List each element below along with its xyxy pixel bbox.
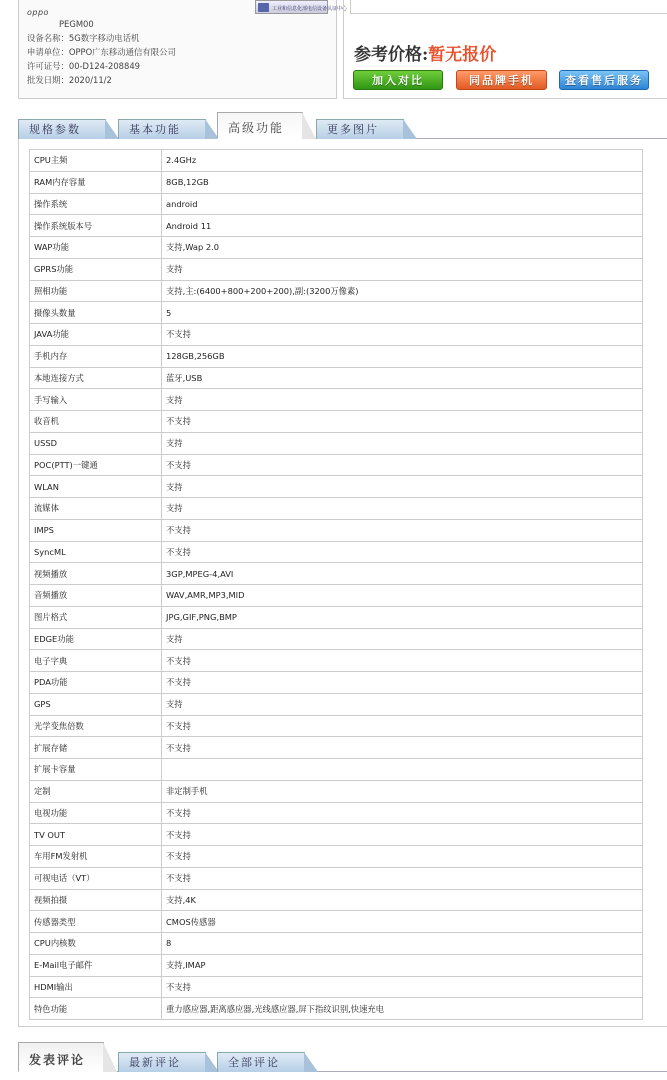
tab-advanced[interactable]: 高级功能: [217, 112, 303, 139]
spec-row: [30, 258, 643, 280]
spec-row: [30, 171, 643, 193]
spec-row: [30, 715, 643, 737]
spec-row: [30, 737, 643, 759]
spec-label: 操作系统版本号: [30, 215, 162, 237]
spec-label: 手写输入: [30, 389, 162, 411]
spec-label: IMPS: [30, 519, 162, 541]
spec-row: [30, 389, 643, 411]
spec-value: CMOS传感器: [162, 911, 643, 933]
spec-label: CPU内核数: [30, 933, 162, 955]
spec-label: 视频拍摄: [30, 889, 162, 911]
device-details: [27, 17, 176, 87]
spec-row: [30, 432, 643, 454]
spec-value: 支持: [162, 498, 643, 520]
spec-table: [29, 149, 643, 1020]
price-value: 暂无报价: [428, 45, 497, 65]
spec-row: [30, 541, 643, 563]
spec-row: [30, 411, 643, 433]
spec-row: [30, 324, 643, 346]
tab-all-comments[interactable]: 全部评论: [217, 1052, 305, 1072]
spec-label: POC(PTT)一键通: [30, 454, 162, 476]
spec-value: 不支持: [162, 824, 643, 846]
spec-value: 不支持: [162, 541, 643, 563]
spec-row: [30, 345, 643, 367]
certificate-image[interactable]: [255, 0, 348, 14]
spec-value: 5: [162, 302, 643, 324]
spec-label: 照相功能: [30, 280, 162, 302]
spec-value: 支持: [162, 389, 643, 411]
spec-row: [30, 150, 643, 172]
spec-row: [30, 302, 643, 324]
spec-label: 光学变焦倍数: [30, 715, 162, 737]
spec-label: GPRS功能: [30, 258, 162, 280]
spec-value: 支持: [162, 628, 643, 650]
spec-row: [30, 193, 643, 215]
spec-tabs: [18, 111, 667, 139]
spec-value: 128GB,256GB: [162, 345, 643, 367]
tab-specs[interactable]: 规格参数: [18, 119, 106, 139]
spec-label: CPU主频: [30, 150, 162, 172]
spec-label: USSD: [30, 432, 162, 454]
spec-value: 8GB,12GB: [162, 171, 643, 193]
spec-label: 定制: [30, 780, 162, 802]
spec-value: 不支持: [162, 976, 643, 998]
spec-value: 不支持: [162, 454, 643, 476]
spec-row: [30, 780, 643, 802]
spec-value: 支持: [162, 432, 643, 454]
spec-row: [30, 606, 643, 628]
device-license: 许可证号：00-D124-208849: [27, 61, 140, 71]
spec-value: 不支持: [162, 519, 643, 541]
spec-row: [30, 911, 643, 933]
spec-value: 不支持: [162, 715, 643, 737]
spec-label: 特色功能: [30, 998, 162, 1020]
spec-label: SyncML: [30, 541, 162, 563]
spec-label: EDGE功能: [30, 628, 162, 650]
spec-panel: [18, 139, 667, 1027]
spec-value: 不支持: [162, 672, 643, 694]
add-compare-button[interactable]: 加入对比: [353, 70, 443, 90]
spec-row: [30, 672, 643, 694]
spec-row: [30, 693, 643, 715]
spec-row: [30, 802, 643, 824]
spec-value: 支持,主:(6400+800+200+200),副:(3200万像素): [162, 280, 643, 302]
spec-label: WAP功能: [30, 237, 162, 259]
spec-label: RAM内存容量: [30, 171, 162, 193]
spec-value: 支持: [162, 693, 643, 715]
spec-label: 车用FM发射机: [30, 846, 162, 868]
spec-value: JPG,GIF,PNG,BMP: [162, 606, 643, 628]
spec-label: TV OUT: [30, 824, 162, 846]
spec-row: [30, 628, 643, 650]
spec-row: [30, 846, 643, 868]
spec-value: android: [162, 193, 643, 215]
spec-row: [30, 933, 643, 955]
spec-label: JAVA功能: [30, 324, 162, 346]
spec-value: 蓝牙,USB: [162, 367, 643, 389]
spec-row: [30, 563, 643, 585]
spec-value: 重力感应器,距离感应器,光线感应器,屏下指纹识别,快速充电: [162, 998, 643, 1020]
spec-value: 2.4GHz: [162, 150, 643, 172]
spec-value: 支持,Wap 2.0: [162, 237, 643, 259]
certificate-caption: 工业和信息化部电信设备认证中心: [272, 6, 348, 12]
spec-label: 本地连接方式: [30, 367, 162, 389]
spec-row: [30, 498, 643, 520]
spec-row: [30, 215, 643, 237]
tab-more-images[interactable]: 更多图片: [316, 119, 404, 139]
device-model: PEGM00: [59, 19, 94, 29]
spec-value: 不支持: [162, 650, 643, 672]
spec-row: [30, 280, 643, 302]
device-date: 批发日期：2020/11/2: [27, 75, 112, 85]
spec-label: HDMI输出: [30, 976, 162, 998]
spec-label: 传感器类型: [30, 911, 162, 933]
spec-value: 不支持: [162, 867, 643, 889]
spec-label: 操作系统: [30, 193, 162, 215]
after-sales-button[interactable]: 查看售后服务: [559, 70, 649, 90]
price-box: [343, 0, 667, 99]
device-name: 设备名称：5G数字移动电话机: [27, 33, 140, 43]
spec-label: 扩展卡容量: [30, 759, 162, 781]
spec-value: WAV,AMR,MP3,MID: [162, 585, 643, 607]
spec-label: 图片格式: [30, 606, 162, 628]
spec-row: [30, 476, 643, 498]
spec-value: 不支持: [162, 737, 643, 759]
spec-label: 音频播放: [30, 585, 162, 607]
spec-value: Android 11: [162, 215, 643, 237]
spec-value: 非定制手机: [162, 780, 643, 802]
spec-row: [30, 867, 643, 889]
device-info-box: [18, 0, 348, 99]
spec-label: PDA功能: [30, 672, 162, 694]
spec-row: [30, 998, 643, 1020]
spec-label: 扩展存储: [30, 737, 162, 759]
spec-row: [30, 367, 643, 389]
device-applicant: 申请单位：OPPO广东移动通信有限公司: [27, 47, 176, 57]
spec-label: 可视电话（VT）: [30, 867, 162, 889]
tab-basic[interactable]: 基本功能: [118, 119, 206, 139]
price-box-header: [350, 0, 667, 14]
spec-row: [30, 759, 643, 781]
spec-label: GPS: [30, 693, 162, 715]
spec-value: 支持: [162, 258, 643, 280]
spec-value: 支持,4K: [162, 889, 643, 911]
spec-label: 电子字典: [30, 650, 162, 672]
spec-value: [162, 759, 643, 781]
spec-value: 不支持: [162, 411, 643, 433]
spec-label: WLAN: [30, 476, 162, 498]
spec-row: [30, 889, 643, 911]
spec-label: 收音机: [30, 411, 162, 433]
spec-row: [30, 454, 643, 476]
reference-price: [354, 40, 496, 65]
spec-row: [30, 237, 643, 259]
spec-label: 电视功能: [30, 802, 162, 824]
certificate-emblem-icon: [258, 3, 269, 12]
tab-latest-comments[interactable]: 最新评论: [118, 1052, 206, 1072]
tab-post-comment[interactable]: 发表评论: [18, 1042, 104, 1072]
spec-value: 不支持: [162, 324, 643, 346]
spec-value: 支持: [162, 476, 643, 498]
spec-value: 支持,IMAP: [162, 954, 643, 976]
spec-row: [30, 585, 643, 607]
spec-label: 手机内存: [30, 345, 162, 367]
spec-value: 8: [162, 933, 643, 955]
spec-label: 摄像头数量: [30, 302, 162, 324]
spec-row: [30, 519, 643, 541]
spec-row: [30, 650, 643, 672]
spec-value: 不支持: [162, 802, 643, 824]
spec-label: E-Mail电子邮件: [30, 954, 162, 976]
spec-value: 不支持: [162, 846, 643, 868]
same-brand-button[interactable]: 同品牌手机: [456, 70, 547, 90]
spec-row: [30, 976, 643, 998]
spec-row: [30, 954, 643, 976]
brand-logo: oppo: [27, 8, 49, 17]
spec-row: [30, 824, 643, 846]
price-label: 参考价格:: [354, 45, 429, 65]
spec-label: 流媒体: [30, 498, 162, 520]
spec-value: 3GP,MPEG-4,AVI: [162, 563, 643, 585]
comment-tabs: [18, 1041, 667, 1080]
spec-label: 视频播放: [30, 563, 162, 585]
